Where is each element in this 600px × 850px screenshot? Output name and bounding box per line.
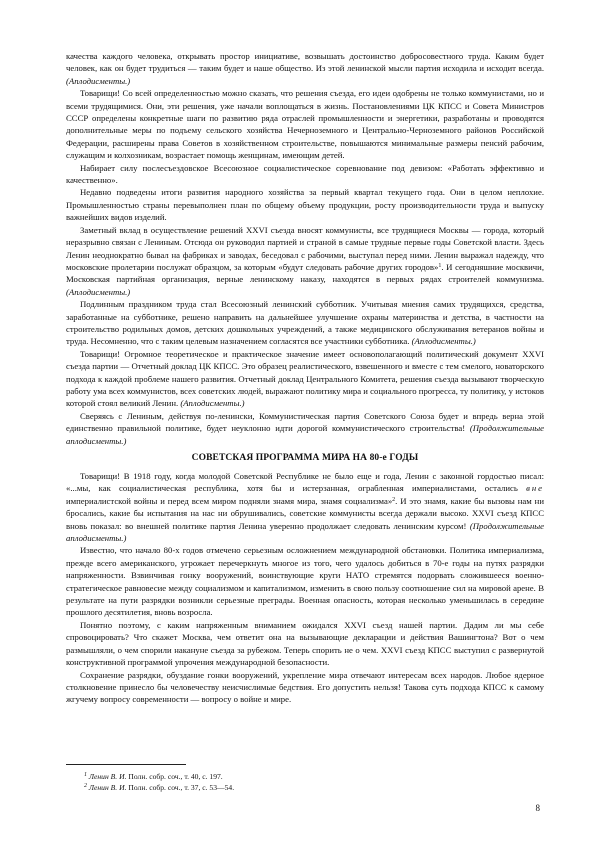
paragraph: Товарищи! Со всей определенностью можно сказать, что решения съезда, его идеи одобрены не только коммунистами, но и всеми трудящимися. Они, эти решения, уже начали воплощаться в жизнь. Постановлениями ЦК КПСС и Совета Министров СССР определены конкретные шаги по развитию ряда отраслей промышленности и энергетики, разработаны и проводятся дополнительные меры по подъему сельского хозяйства Нечерноземного и Центрально-Черноземного районов Российской Федерации, расширены права Советов в хозяйственном строительстве, повышаются минимальные размеры пенсий рабочим, служащим и колхозникам, возрастает помощь женщинам, имеющим детей. [66, 88, 544, 161]
paragraph: Недавно подведены итоги развития народного хозяйства за первый квартал текущего года. Они в целом неплохие. Промышленностью страны перевыполнен план по общему объему продукции, росту производительности труда и выпуску важнейших видов изделий. [66, 187, 544, 223]
paragraph: Подлинным праздником труда стал Всесоюзный ленинский субботник. Учитывая мнения самих трудящихся, средства, заработанные на субботнике, решено направить на дальнейшее улучшение охраны материнства и детства, в частности на строительство родильных домов, детских дошкольных учреждений, а также медицинского обслуживания ветеранов войны и труда. Несомненно, что с таким целевым назначением согласятся все участники субботника. (Аплодисменты.) [66, 299, 544, 347]
paragraph: Сохранение разрядки, обуздание гонки вооружений, укрепление мира отвечают интересам всех народов. Любое ядерное столкновение принесло бы человечеству неисчислимые бедствия. Его допустить нельзя! Такова суть подхода КПСС к самому жгучему вопросу современности — вопросу о войне и мире. [66, 669, 544, 705]
paragraph: Сверяясь с Лениным, действуя по-ленински, Коммунистическая партия Советского Союза будет и впредь верна этой единственно правильной политике, будет неуклонно идти дорогой коммунистического строительства! (Продолжительные аплодисменты.) [66, 410, 545, 446]
applause-note: (Продолжительные аплодисменты.) [66, 520, 545, 544]
applause-note: (Аплодисменты.) [180, 398, 245, 409]
applause-note: (Продолжительные аплодисменты.) [66, 423, 545, 446]
applause-note: (Аплодисменты.) [411, 336, 476, 347]
section-title: СОВЕТСКАЯ ПРОГРАММА МИРА НА 80-е ГОДЫ [191, 453, 419, 463]
footnote-divider [66, 764, 186, 765]
paragraph: Известно, что начало 80-х годов отмечено серьезным осложнением международной обстановки. Политика империализма, прежде всего американского, угрожает перечеркнуть многое из того, чего удалось добиться в 70-е годы на путях разрядки напряженности. Взвинчивая гонку вооружений, воинствующие круги НАТО стремятся подорвать сложившееся военно-стратегическое равновесие между социализмом и капитализмом, изменить в свою пользу соотношение сил на мировой арене. В результате на пути разрядки возникли серьезные преграды. Военная опасность, которая несколько уменьшилась в середине прошлого десятилетия, вновь возросла. [66, 545, 544, 618]
paragraph: Товарищи! Огромное теоретическое и практическое значение имеет основополагающий политический документ XXVI съезда партии — Отчетный доклад ЦК КПСС. Это образец реалистического, взвешенного и вместе с тем смелого, новаторского подхода к каждой проблеме нашего развития. Отчетный доклад Центрального Комитета, решения съезда вызывают творческую работу ума всех коммунистов, всех советских людей, выражают политику мира и социального прогресса, ту политику, у истоков которой стоял великий Ленин. (Аплодисменты.) [66, 348, 544, 409]
applause-note: (Аплодисменты.) [66, 286, 131, 297]
page-number: 8 [535, 803, 540, 813]
applause-note: (Аплодисменты.) [66, 75, 131, 86]
emphasis: вне [526, 483, 545, 494]
footnote-ref[interactable]: 1 [438, 262, 442, 269]
paragraph: Понятно поэтому, с каким напряженным вниманием ожидался XXVI съезд нашей партии. Дадим ли мы себе спровоцировать? Что скажет Москва, чем ответит она на вызывающие декларации и действия Вашингтона? Вот о чем размышляли, о чем спорили накануне съезда за рубежом. Теперь спорить не о чем. XXVI съезд КПСС выступил с развернутой конструктивной программой упрочения международной безопасности. [66, 619, 544, 668]
paragraph: Товарищи! В 1918 году, когда молодой Советской Республике не было еще и года, Ленин с законной гордостью писал: «...мы, как социалистическая республика, хотя бы и истерзанная, ограбленная империалистами, остались вне империалистской войны и перед всем миром подняли знамя мира, знамя социализма»$^2$. И это знамя, какие бы вызовы нам ни бросались, какие бы испытания на нас ни обрушивались, советские коммунисты всегда держали высоко. XXVI съезд КПСС вновь показал: во внешней политике партия Ленина уверенно продолжает следовать ленинским курсом! (Продолжительные аплодисменты.) [66, 471, 545, 544]
paragraph: Заметный вклад в осуществление решений XXVI съезда вносят коммунисты, все трудящиеся Москвы — города, который неразрывно связан с Лениным. Отсюда он руководил партией и страной в самые трудные первые годы Советской власти. Здесь Ленин неоднократно бывал на фабриках и заводах, беседовал с рабочими, выступал перед ними. Ленин выражал надежду, что московские пролетарии послужат образцом, за которым «будут следовать рабочие других городов»$^1$. И сегодняшние москвичи, Московская партийная организация, верные ленинскому наказу, находятся в первых рядах строителей коммунизма. (Аплодисменты.) [66, 224, 544, 297]
footnote: $^2$ Ленин В. И. Полн. собр. соч., т. 37, с. 53—54. [84, 783, 235, 792]
footnotes [84, 771, 234, 793]
document-body [66, 50, 544, 706]
paragraph: качества каждого человека, открывать простор инициативе, возвышать достоинство добросовестного труда. Каким будет человек, как он будет трудиться — таким будет и наше общество. Из этой ленинской мысли партия исходила и исходит всегда. (Аплодисменты.) [66, 51, 544, 86]
paragraph: Набирает силу послесъездовское Всесоюзное социалистическое соревнование под девизом: «Работать эффективно и качественно». [66, 162, 544, 186]
footnote: $^1$ Ленин В. И. Полн. собр. соч., т. 40, с. 197. [84, 772, 223, 781]
footnote-ref[interactable]: 2 [392, 496, 396, 503]
